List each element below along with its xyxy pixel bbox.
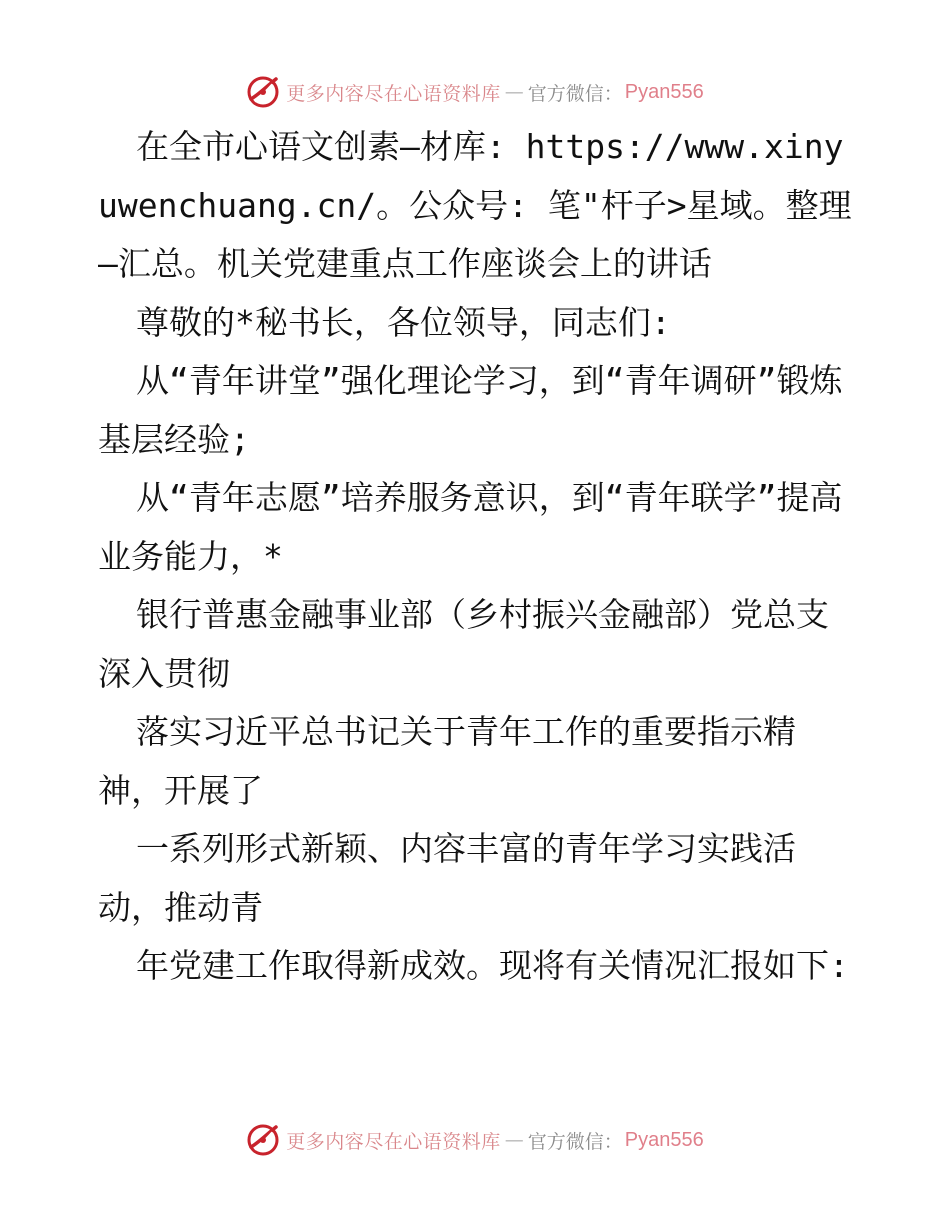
footer-wechat-id: Pyan556 <box>624 1128 704 1151</box>
paragraph-activities: 一系列形式新颖、内容丰富的青年学习实践活动，推动青 <box>98 829 796 927</box>
paragraph-youth-volunteer: 从“青年志愿”培养服务意识，到“青年联学”提高业务能力，* <box>98 478 843 576</box>
footer-separator: — <box>504 1129 524 1151</box>
footer-official-label: 官方微信： <box>527 1130 623 1153</box>
header-separator: — <box>504 81 524 103</box>
pen-logo-icon <box>246 1123 280 1157</box>
header-official-label: 官方微信： <box>527 82 623 105</box>
paragraph-salutation: 尊敬的*秘书长，各位领导，同志们: <box>136 302 671 342</box>
footer-banner <box>0 1120 950 1160</box>
document-body <box>98 118 858 996</box>
header-banner <box>0 72 950 112</box>
header-tagline: 更多内容尽在心语资料库 <box>286 82 501 105</box>
paragraph-report-intro: 年党建工作取得新成效。现将有关情况汇报如下: <box>136 946 849 985</box>
paragraph-youth-lecture: 从“青年讲堂”强化理论学习，到“青年调研”锻炼基层经验; <box>98 361 843 459</box>
paragraph-source-and-title: 在全市心语文创素—材库: https://www.xinyuwenchuang.cn/。公众号: 笔"杆子>星域。整理—汇总。机关党建重点工作座谈会上的讲话 <box>98 127 852 283</box>
paragraph-implement-spirit: 落实习近平总书记关于青年工作的重要指示精神，开展了 <box>98 712 796 810</box>
footer-tagline: 更多内容尽在心语资料库 <box>286 1130 501 1153</box>
paragraph-bank-party-branch: 银行普惠金融事业部（乡村振兴金融部）党总支深入贯彻 <box>98 595 829 693</box>
pen-logo-icon <box>246 75 280 109</box>
header-wechat-id: Pyan556 <box>624 80 704 103</box>
